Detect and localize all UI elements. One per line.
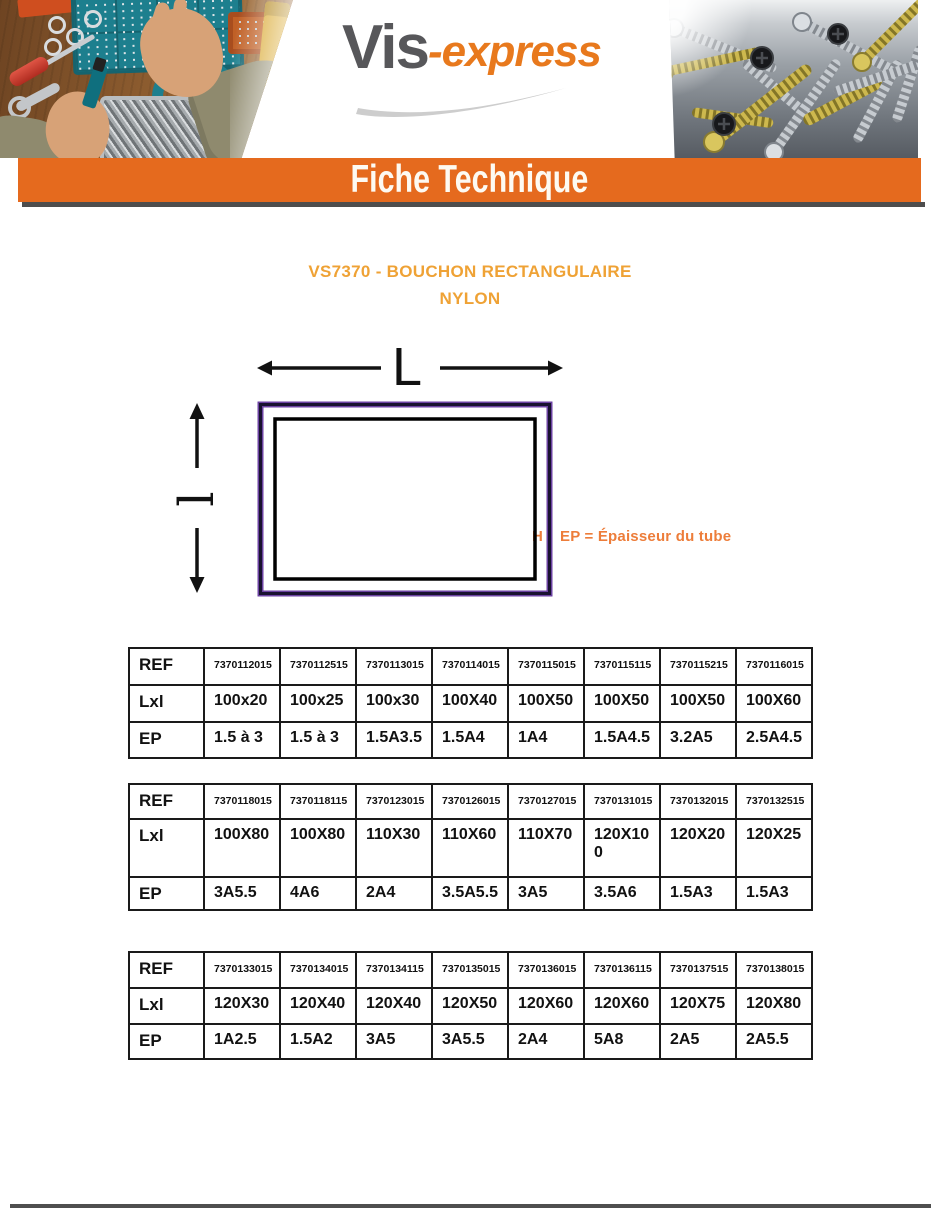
table-cell: 2.5A4.5 <box>736 722 812 758</box>
table-cell: 120X80 <box>736 988 812 1024</box>
table-cell: 7370116015 <box>736 648 812 685</box>
product-title <box>0 258 940 312</box>
table-row <box>129 722 812 758</box>
table-cell: 120X60 <box>584 988 660 1024</box>
table-cell: 2A5.5 <box>736 1024 812 1059</box>
table-cell: 3A5 <box>356 1024 432 1059</box>
table-cell: 120X30 <box>204 988 280 1024</box>
table-cell: 120X60 <box>508 988 584 1024</box>
table-cell: 1.5 à 3 <box>280 722 356 758</box>
table-cell: 120X100 <box>584 819 660 877</box>
brand-logo <box>342 12 601 83</box>
row-label: REF <box>129 784 204 819</box>
table-cell: 7370115115 <box>584 648 660 685</box>
table-cell: 2A4 <box>356 877 432 910</box>
table-cell: 100X80 <box>204 819 280 877</box>
table-row <box>129 784 812 819</box>
diagram-width-label: l <box>169 491 225 507</box>
table-cell: 100X50 <box>584 685 660 722</box>
table-cell: 100x30 <box>356 685 432 722</box>
row-label: EP <box>129 877 204 910</box>
diagram-ep-note: EP = Épaisseur du tube <box>560 528 732 545</box>
screw-pile-graphic <box>652 0 918 158</box>
dimension-diagram <box>0 330 940 620</box>
washer-shape <box>84 10 102 28</box>
table-cell: 3A5 <box>508 877 584 910</box>
row-label: EP <box>129 722 204 758</box>
table-cell: 1.5A2 <box>280 1024 356 1059</box>
table-cell: 100x25 <box>280 685 356 722</box>
table-cell: 100x20 <box>204 685 280 722</box>
table-cell: 1.5A4 <box>432 722 508 758</box>
table-row <box>129 1024 812 1059</box>
table-cell: 110X30 <box>356 819 432 877</box>
table-cell: 120X25 <box>736 819 812 877</box>
table-cell: 100X50 <box>508 685 584 722</box>
table-cell: 7370135015 <box>432 952 508 988</box>
table-cell: 7370112515 <box>280 648 356 685</box>
diagram-length-label: L <box>392 337 423 397</box>
table-cell: 7370123015 <box>356 784 432 819</box>
table-cell: 1.5A3 <box>660 877 736 910</box>
table-cell: 3.2A5 <box>660 722 736 758</box>
table-cell: 7370118015 <box>204 784 280 819</box>
diagram-h-label: H <box>532 528 543 545</box>
washer-shape <box>48 16 66 34</box>
logo-swoosh <box>352 86 570 122</box>
table-row <box>129 819 812 877</box>
table-cell: 2A5 <box>660 1024 736 1059</box>
table-cell: 7370127015 <box>508 784 584 819</box>
table-cell: 7370132015 <box>660 784 736 819</box>
banner-underline <box>22 202 925 207</box>
table-cell: 100X40 <box>432 685 508 722</box>
table-cell: 7370133015 <box>204 952 280 988</box>
table-row <box>129 952 812 988</box>
table-cell: 1.5 à 3 <box>204 722 280 758</box>
table-cell: 1A2.5 <box>204 1024 280 1059</box>
table-cell: 5A8 <box>584 1024 660 1059</box>
tube-outer-wall <box>261 405 550 594</box>
table-cell: 3A5.5 <box>432 1024 508 1059</box>
table-cell: 7370138015 <box>736 952 812 988</box>
table-cell: 1.5A3.5 <box>356 722 432 758</box>
table-cell: 100X60 <box>736 685 812 722</box>
table-cell: 7370131015 <box>584 784 660 819</box>
table-row <box>129 648 812 685</box>
table-cell: 7370118115 <box>280 784 356 819</box>
tube-inner-wall <box>275 419 535 579</box>
product-title-line1: VS7370 - BOUCHON RECTANGULAIRE <box>308 262 632 281</box>
table-cell: 7370134015 <box>280 952 356 988</box>
table-cell: 7370134115 <box>356 952 432 988</box>
table-cell: 120X50 <box>432 988 508 1024</box>
table-cell: 120X75 <box>660 988 736 1024</box>
table-cell: 120X40 <box>280 988 356 1024</box>
table-cell: 7370137515 <box>660 952 736 988</box>
table-cell: 7370136115 <box>584 952 660 988</box>
orange-bin <box>228 12 272 54</box>
table-cell: 7370115015 <box>508 648 584 685</box>
yellow-tool <box>257 1 291 89</box>
table-cell: 7370132515 <box>736 784 812 819</box>
row-label: Lxl <box>129 685 204 722</box>
spec-table-3 <box>128 951 813 1060</box>
screwdriver-handle <box>7 55 51 89</box>
table-row <box>129 988 812 1024</box>
tube-outer-purple-rim <box>261 405 550 594</box>
table-cell: 110X60 <box>432 819 508 877</box>
footer-divider <box>10 1204 931 1208</box>
table-cell: 120X20 <box>660 819 736 877</box>
header-photo-screws <box>652 0 918 158</box>
row-label: REF <box>129 952 204 988</box>
section-banner <box>18 158 921 202</box>
header-photo-workbench <box>0 0 302 158</box>
table-row <box>129 877 812 910</box>
banner-title: Fiche Technique <box>350 158 589 201</box>
table-cell: 3A5.5 <box>204 877 280 910</box>
table-cell: 1.5A3 <box>736 877 812 910</box>
logo-text-primary: Vis <box>342 13 428 82</box>
spec-table-2 <box>128 783 813 911</box>
table-cell: 100X80 <box>280 819 356 877</box>
spec-table-1 <box>128 647 813 759</box>
row-label: Lxl <box>129 988 204 1024</box>
table-cell: 7370112015 <box>204 648 280 685</box>
table-cell: 7370115215 <box>660 648 736 685</box>
table-cell: 4A6 <box>280 877 356 910</box>
table-cell: 7370126015 <box>432 784 508 819</box>
table-cell: 120X40 <box>356 988 432 1024</box>
table-cell: 1A4 <box>508 722 584 758</box>
table-row <box>129 685 812 722</box>
table-cell: 110X70 <box>508 819 584 877</box>
table-cell: 7370114015 <box>432 648 508 685</box>
row-label: EP <box>129 1024 204 1059</box>
table-cell: 7370113015 <box>356 648 432 685</box>
row-label: REF <box>129 648 204 685</box>
table-cell: 2A4 <box>508 1024 584 1059</box>
logo-text-suffix: -express <box>427 27 601 76</box>
table-cell: 7370136015 <box>508 952 584 988</box>
table-cell: 3.5A6 <box>584 877 660 910</box>
table-cell: 1.5A4.5 <box>584 722 660 758</box>
table-cell: 100X50 <box>660 685 736 722</box>
red-clamp-shape <box>17 0 74 18</box>
row-label: Lxl <box>129 819 204 877</box>
table-cell: 3.5A5.5 <box>432 877 508 910</box>
product-title-line2: NYLON <box>439 289 501 308</box>
